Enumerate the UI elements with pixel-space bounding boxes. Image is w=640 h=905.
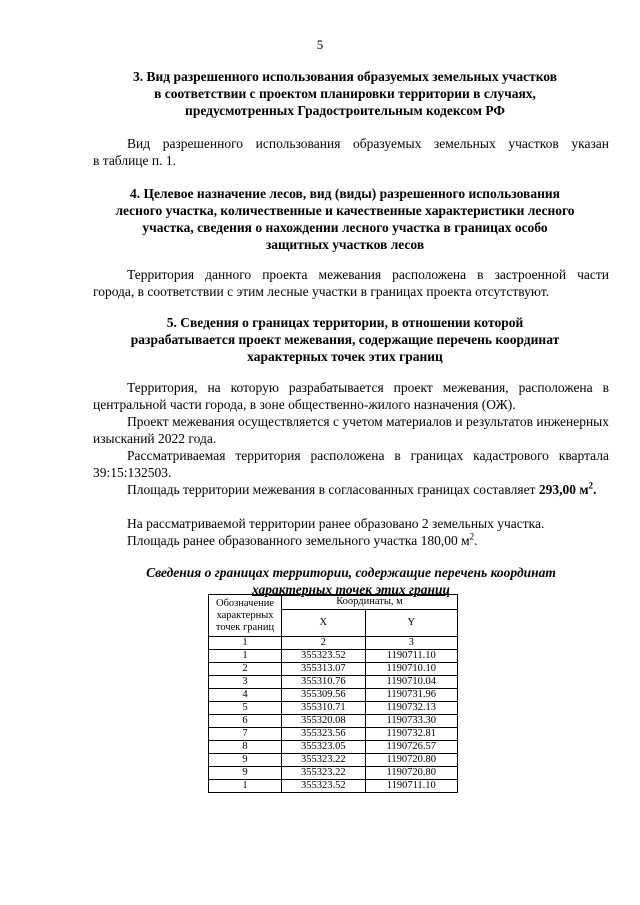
point-number-cell: 7 [209, 728, 282, 741]
x-coordinate-cell: 355323.22 [282, 754, 366, 767]
header-y: Y [365, 610, 457, 637]
x-coordinate-cell: 355323.05 [282, 741, 366, 754]
x-coordinate-cell: 355313.07 [282, 663, 366, 676]
point-number-cell: 9 [209, 767, 282, 780]
table-title-line-2: характерных точек этих границ [251, 582, 451, 597]
section-4-body-line: Территория данного проекта межевания расположена в застроенной части [127, 267, 609, 282]
section-3-title-line: предусмотренных Градостроительным кодексом РФ [185, 103, 505, 118]
table-column-numbers-row [209, 637, 458, 650]
point-number-cell: 4 [209, 689, 282, 702]
section-5-title-line: 5. Сведения о границах территории, в отношении которой [166, 315, 524, 330]
y-coordinate-cell: 1190710.10 [365, 663, 457, 676]
point-number-cell: 5 [209, 702, 282, 715]
point-number-cell: 2 [209, 663, 282, 676]
y-coordinate-cell: 1190726.57 [365, 741, 457, 754]
section-3-title-line: 3. Вид разрешенного использования образуемых земельных участков [132, 69, 558, 84]
point-number-cell: 6 [209, 715, 282, 728]
coordinates-table [208, 594, 458, 793]
section-5-paragraph-5: На рассматриваемой территории ранее образовано 2 земельных участка. [127, 516, 545, 531]
y-coordinate-cell: 1190732.81 [365, 728, 457, 741]
prior-area-superscript: 2 [469, 531, 475, 542]
section-5-paragraph-4 [93, 481, 609, 498]
section-5-title-line: разрабатывается проект межевания, содержащие перечень координат [130, 332, 560, 347]
point-number-cell: 1 [209, 650, 282, 663]
section-4-title [80, 185, 610, 253]
area-value [539, 482, 597, 497]
table-row [209, 741, 458, 754]
section-4-body-line: города, в соответствии с этим лесные участки в границах проекта отсутствуют. [93, 284, 550, 299]
section-5-paragraph-2: Проект межевания осуществляется с учетом материалов и результатов инженерных изысканий 2022 года. [93, 414, 609, 446]
section-3-body [93, 135, 609, 169]
table-title-line-1: Сведения о границах территории, содержащие перечень координат [146, 565, 556, 580]
x-coordinate-cell: 355323.52 [282, 650, 366, 663]
section-4-title-line: участка, сведения о нахождении лесного участка в границах особо [142, 220, 548, 235]
table-body [209, 650, 458, 793]
prior-area-sentence: Площадь ранее образованного земельного участка 180,00 м [127, 533, 470, 548]
x-coordinate-cell: 355310.71 [282, 702, 366, 715]
x-coordinate-cell: 355323.52 [282, 780, 366, 793]
table-row [209, 715, 458, 728]
point-number-cell: 1 [209, 780, 282, 793]
section-5-title-line: характерных точек этих границ [247, 349, 443, 364]
x-coordinate-cell: 355310.76 [282, 676, 366, 689]
x-coordinate-cell: 355323.56 [282, 728, 366, 741]
table-row [209, 728, 458, 741]
table-row [209, 754, 458, 767]
section-3-body-line: Вид разрешенного использования образуемых земельных участков указан [127, 136, 609, 151]
section-3-title-line: в соответствии с проектом планировки территории в случаях, [154, 86, 536, 101]
header-coordinates: Координаты, м [282, 595, 458, 610]
page-number: 5 [316, 37, 324, 52]
section-4-title-line: 4. Целевое назначение лесов, вид (виды) разрешенного использования [130, 186, 560, 201]
column-number: 2 [282, 637, 366, 650]
table-row [209, 650, 458, 663]
y-coordinate-cell: 1190731.96 [365, 689, 457, 702]
header-x: X [282, 610, 366, 637]
header-point-label: Обозначение характерных точек границ [209, 595, 282, 637]
prior-area-period: . [474, 533, 478, 548]
area-value-period: . [593, 482, 597, 497]
table-row [209, 767, 458, 780]
x-coordinate-cell: 355323.22 [282, 767, 366, 780]
table-row [209, 780, 458, 793]
section-4-body [93, 266, 609, 300]
area-sentence: Площадь территории межевания в согласованных границах составляет [127, 482, 539, 497]
y-coordinate-cell: 1190711.10 [365, 650, 457, 663]
section-5-paragraph-3: Рассматриваемая территория расположена в границах кадастрового квартала 39:15:132503. [93, 448, 609, 480]
point-number-cell: 8 [209, 741, 282, 754]
point-number-cell: 3 [209, 676, 282, 689]
column-number: 3 [365, 637, 457, 650]
table-row [209, 689, 458, 702]
section-3-body-line: в таблице п. 1. [93, 153, 176, 168]
table-header-row [209, 595, 458, 610]
column-number: 1 [209, 637, 282, 650]
area-unit-superscript: 2 [588, 480, 594, 491]
section-5-paragraph-6 [93, 532, 609, 549]
y-coordinate-cell: 1190720.80 [365, 754, 457, 767]
section-4-title-line: защитных участков лесов [265, 237, 425, 252]
section-4-title-line: лесного участка, количественные и качественные характеристики лесного [115, 203, 575, 218]
area-value-number: 293,00 м [538, 482, 589, 497]
y-coordinate-cell: 1190710.04 [365, 676, 457, 689]
y-coordinate-cell: 1190720.80 [365, 767, 457, 780]
table-row [209, 676, 458, 689]
point-number-cell: 9 [209, 754, 282, 767]
x-coordinate-cell: 355320.08 [282, 715, 366, 728]
table-row [209, 702, 458, 715]
section-5-paragraph-1: Территория, на которую разрабатывается проект межевания, расположена в центральной части города, в зоне общественно-жилого назначения (ОЖ). [93, 380, 609, 412]
section-5-title [80, 314, 610, 365]
section-3-title [80, 68, 610, 119]
y-coordinate-cell: 1190732.13 [365, 702, 457, 715]
y-coordinate-cell: 1190711.10 [365, 780, 457, 793]
x-coordinate-cell: 355309.56 [282, 689, 366, 702]
y-coordinate-cell: 1190733.30 [365, 715, 457, 728]
table-row [209, 663, 458, 676]
table-title [93, 564, 609, 598]
